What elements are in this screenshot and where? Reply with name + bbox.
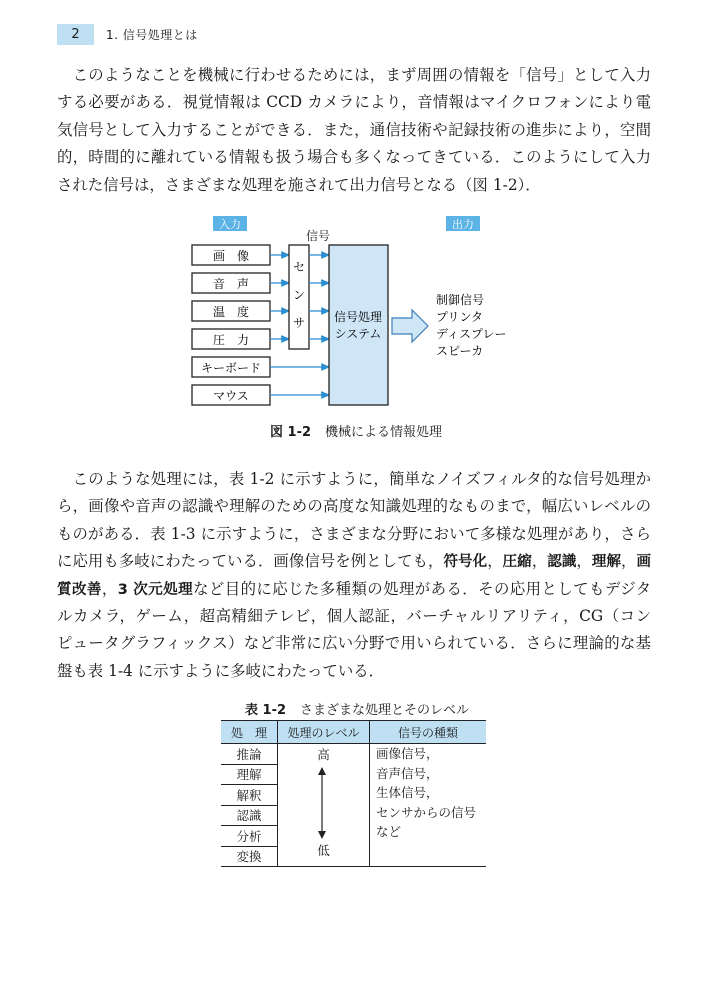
input-temperature-label: 温 度 (212, 305, 250, 319)
separator: ， (487, 552, 503, 571)
process-cell: 解釈 (221, 785, 278, 806)
system-label-line1: 信号処理 (333, 310, 383, 324)
process-cell: 変換 (221, 846, 278, 867)
header-level: 処理のレベル (278, 721, 370, 744)
signal-processing-system-box (329, 245, 388, 405)
level-high: 高 (317, 747, 330, 762)
paragraph-processing (57, 466, 651, 685)
output-item: スピーカ (436, 344, 484, 358)
separator: ， (576, 552, 592, 571)
separator: ， (621, 552, 637, 571)
signal-type-item: 生体信号， (376, 785, 439, 800)
separator: ， (531, 552, 548, 571)
table-caption-label: 表 1-2 (245, 703, 287, 718)
text-line: された信号は，さまざまな処理を施されて出力信号となる（図 1-2）． (57, 175, 541, 194)
input-sound-label: 音 声 (212, 277, 250, 291)
signal-type-item: など (376, 824, 402, 839)
level-range-arrow (316, 766, 328, 840)
sensor-char: ン (292, 288, 306, 302)
process-cell: 推論 (221, 744, 278, 765)
figure-caption-text: 機械による情報処理 (325, 425, 443, 440)
processing-levels-table (221, 720, 486, 867)
paragraph-intro (57, 62, 651, 199)
table-row (221, 744, 486, 765)
level-low: 低 (317, 843, 330, 858)
level-cell (278, 744, 370, 867)
text-line: ものがある．表 1-3 に示すように，さまざまな分野において多様な処理があり，さら (57, 524, 651, 543)
process-cell: 認識 (221, 805, 278, 826)
output-label: 出力 (452, 218, 474, 231)
process-cell: 分析 (221, 826, 278, 847)
output-item: 制御信号 (436, 293, 485, 307)
keyword-3d-processing: 3 次元処理 (117, 581, 194, 598)
page-number: 2 (57, 24, 94, 45)
sensor-char: サ (292, 316, 306, 330)
text-line: ら，画像や音声の認識や理解のための高度な知識処理的なものまで，幅広いレベルの (57, 497, 651, 516)
signal-type-cell (370, 744, 487, 867)
sensor-char: セ (292, 260, 306, 274)
signal-type-item: 画像信号， (376, 746, 439, 761)
header-process: 処 理 (221, 721, 278, 744)
output-item: ディスプレー (436, 327, 507, 341)
input-image-label: 画 像 (212, 249, 250, 263)
signal-label: 信号 (305, 229, 331, 243)
text-line (57, 548, 651, 575)
table-header-row (221, 721, 486, 744)
figure-caption (270, 421, 442, 440)
keyword-understanding: 理解 (591, 554, 622, 571)
table-caption-text: さまざまな処理とそのレベル (300, 703, 470, 718)
separator: ， (101, 579, 118, 598)
keyword-recognition: 認識 (547, 554, 577, 571)
table-caption (245, 699, 469, 718)
text-line: このようなことを機械に行わせるためには，まず周囲の情報を「信号」として入力 (57, 66, 651, 84)
figure-caption-label: 図 1-2 (270, 425, 312, 440)
keyword-compression: 圧縮 (502, 554, 532, 571)
text-line: 的，時間的に離れている情報も扱う場合も多くなってきている．このようにして入力 (57, 148, 651, 167)
text-segment: に応用も多岐にわたっている．画像信号を例としても， (57, 552, 444, 571)
header-signal-type: 信号の種類 (370, 721, 487, 744)
process-cell: 理解 (221, 764, 278, 785)
keyword-quality-improvement-start: 画 (636, 554, 651, 571)
system-label-line2: システム (334, 327, 382, 341)
output-arrow (392, 310, 428, 342)
keyword-encoding: 符号化 (443, 554, 488, 571)
chapter-title: 1. 信号処理とは (106, 28, 198, 42)
text-line: 盤も表 1-4 に示すように多岐にわたっている． (57, 661, 384, 680)
text-line: ピュータグラフィックス）など非常に広い分野で用いられている．さらに理論的な基 (57, 634, 651, 653)
text-line: このような処理には，表 1-2 に示すように，簡単なノイズフィルタ的な信号処理か (57, 470, 651, 488)
input-pressure-label: 圧 力 (212, 333, 250, 347)
keyword-quality-improvement-end: 質改善 (57, 581, 102, 598)
text-line: する必要がある．視覚情報は CCD カメラにより，音情報はマイクロフォンにより電 (57, 93, 651, 112)
signal-type-item: 音声信号， (376, 765, 439, 781)
signal-type-item: センサからの信号 (376, 804, 477, 820)
text-segment: など目的に応じた多種類の処理がある．その応用としてもデジタ (193, 579, 651, 598)
text-line: ルカメラ，ゲーム，超高精細テレビ，個人認証，バーチャルリアリティ，CG（コン (57, 606, 651, 625)
text-line: 気信号として入力することができる．また，通信技術や記録技術の進歩により，空間 (57, 120, 651, 139)
output-item: プリンタ (436, 310, 484, 324)
input-keyboard-label: キーボード (200, 361, 262, 375)
text-line (57, 576, 651, 603)
input-label: 入力 (219, 218, 241, 231)
information-processing-diagram (0, 205, 701, 420)
input-mouse-label: マウス (213, 389, 249, 403)
